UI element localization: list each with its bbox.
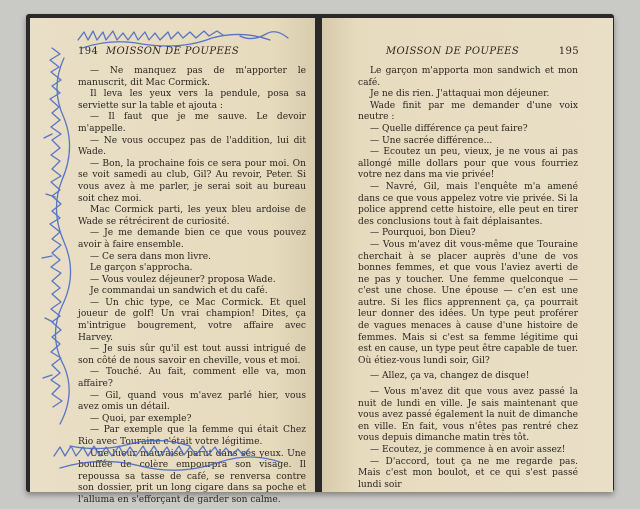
right-page-number: 195 (558, 46, 579, 57)
scribble-top (78, 31, 223, 40)
paragraph: — Vous voulez déjeuner? proposa Wade. (90, 274, 276, 285)
paragraph: — Pourquoi, bon Dieu? (370, 228, 476, 239)
left-page-number: 194 (78, 46, 99, 57)
paragraph: — Vous m'avez dit vous-même que Touraine cherchait à se placer auprès d'une de vos bonnes femmes, et que vous l'aviez averti de ne pas y toucher. Une femme quelconque — c'est une chose. Une épouse — c'en est une autre. Si les flics apprennent ça, ça pourrait leur donner des idées. Un type peut proférer de vagues menaces à cause d'une histoire de femmes. Mais si c'est sa femme légitime qui est en cause, un type peut être capable de tuer. Où étiez-vous lundi soir, Gil? (358, 239, 578, 366)
paragraph: — Un chic type, ce Mac Cormick. Et quel joueur de golf! Un vrai champion! Dites, ça m'intrigue bougrement, votre affaire avec Harvey. (78, 297, 306, 343)
right-running-title: MOISSON DE POUPEES (385, 46, 520, 57)
right-page (322, 18, 613, 492)
left-page-text (78, 66, 306, 507)
paragraph: — Par exemple que la femme qui était Chez Rio avec Touraine c'était votre légitime. (78, 425, 306, 447)
paragraph: — Ne manquez pas de m'apporter le manuscrit, dit Mac Cormick. (78, 66, 306, 88)
paragraph: Mac Cormick parti, les yeux bleu ardoise de Wade se rétrécirent de curiosité. (78, 205, 306, 227)
scribble-left-margin (50, 48, 62, 407)
left-running-title: MOISSON DE POUPEES (105, 46, 240, 57)
right-page-text (358, 66, 578, 491)
paragraph: Il leva les yeux vers la pendule, posa sa serviette sur la table et ajouta : (78, 89, 306, 111)
left-page-header (30, 46, 315, 60)
scribble-left-small-marks (42, 134, 55, 378)
paragraph: — Gil, quand vous m'avez parlé hier, vous avez omis un détail. (78, 390, 306, 413)
paragraph: — Une sacrée différence... (370, 135, 493, 146)
paragraph: — Ce sera dans mon livre. (90, 251, 211, 262)
paragraph: — Je me demande bien ce que vous pouvez avoir à faire ensemble. (78, 228, 306, 250)
paragraph: — Ecoutez un peu, vieux, je ne vous ai pas allongé mille dollars pour que vous fourriez votre nez dans ma vie privée! (358, 147, 578, 181)
paragraph: — Je suis sûr qu'il est tout aussi intrigué de son côté de nous savoir en cheville, vous et moi. (78, 344, 306, 366)
paragraph: Une lueur mauvaise parut dans ses yeux. Une bouffée de colère empourpra son visage. Il repoussa sa tasse de café, se renversa contre son dossier, prit un long cigare dans sa poche et l'alluma en s'efforçant de garder son calme. (78, 448, 306, 505)
paragraph: Je commandai un sandwich et du café. (90, 286, 268, 297)
paragraph: — D'accord, tout ça ne me regarde pas. Mais c'est mon boulot, et ce qui s'est passé lundi soir (358, 456, 578, 490)
paragraph: Le garçon m'apporta mon sandwich et mon café. (358, 66, 578, 88)
paragraph: Je ne dis rien. J'attaquai mon déjeuner. (370, 89, 550, 100)
right-page-header (322, 46, 613, 60)
paragraph: — Quelle différence ça peut faire? (370, 123, 528, 134)
left-page (30, 18, 315, 505)
paragraph: — Touché. Au fait, comment elle va, mon affaire? (78, 367, 306, 390)
paragraph: — Navré, Gil, mais l'enquête m'a amené dans ce que vous appelez votre vie privée. Si la police apprend cette histoire, elle peut en tirer des conclusions tout à fait déplaisantes. (358, 181, 578, 227)
paragraph: — Ecoutez, je commence à en avoir assez! (370, 445, 566, 455)
paragraph: — Ne vous occupez pas de l'addition, lui dit Wade. (78, 135, 306, 158)
paragraph: Wade finit par me demander d'une voix neutre : (358, 100, 578, 123)
paragraph: — Vous m'avez dit que vous avez passé la nuit de lundi en ville. Je sais maintenant que vous avez passé également la nuit de dimanche en ville. En fait, vous n'êtes pas rentré chez vous depuis dimanche matin très tôt. (358, 387, 578, 444)
paragraph: — Bon, la prochaine fois ce sera pour moi. On se voit samedi au club, Gil? Au revoir, Peter. Si vous avez à me parler, je serai soit au bureau soit chez moi. (78, 158, 306, 204)
paragraph: — Allez, ça va, changez de disque! (370, 371, 530, 382)
paragraph: — Il faut que je me sauve. Le devoir m'appelle. (78, 112, 306, 134)
paragraph: Le garçon s'approcha. (90, 263, 193, 274)
paragraph: — Quoi, par exemple? (90, 413, 192, 424)
scribble-left-margin-second (55, 58, 70, 424)
